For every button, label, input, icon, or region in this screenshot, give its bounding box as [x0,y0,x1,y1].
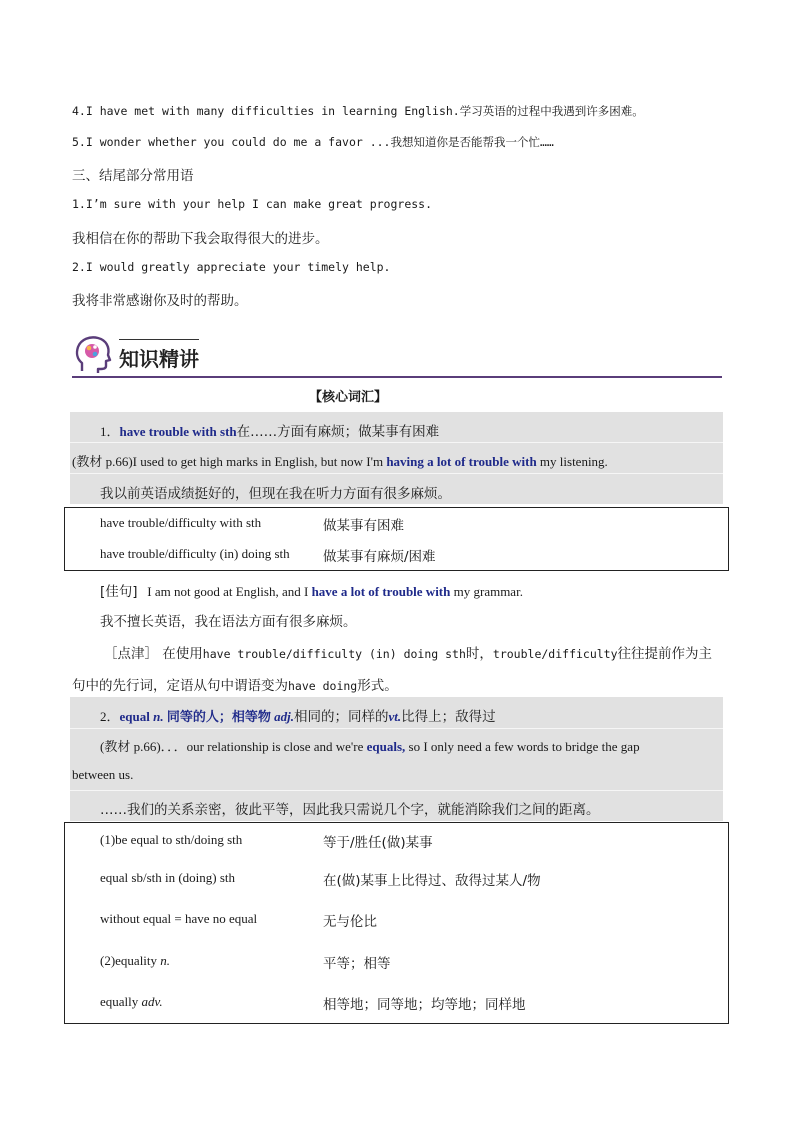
entry2-meaning-vt: 比得上；敌得过 [401,709,496,725]
entry1-term: have trouble with sth [119,424,237,439]
entry2-usage-2-en: equal sb/sth in (doing) sth [100,870,236,885]
entry2-usage-1-cn: 等于/胜任(做)某事 [323,835,433,851]
entry1-example-bold: having a lot of trouble with [386,454,537,469]
subtitle-core-vocab: 【核心词汇】 [309,390,388,405]
entry1-tip-line2 [72,674,398,694]
entry1-good-sentence-cn: 我不擅长英语，我在语法方面有很多麻烦。 [100,614,357,630]
tip-label: ［点津］ [104,646,158,662]
entry1-example-cn: 我以前英语成绩挺好的，但现在我在听力方面有很多麻烦。 [100,486,451,502]
entry1-usage-1-cn: 做某事有困难 [323,518,404,534]
entry1-usage-2-en: have trouble/difficulty (in) doing sth [100,546,290,561]
shade-separator [70,473,723,474]
head-brain-icon [74,335,112,375]
good-sentence-pre: I am not good at English, and I [147,584,312,599]
tip-text: 往往提前作为主 [617,646,713,662]
good-sentence-bold: have a lot of trouble with [311,584,451,599]
usage-word: (2)equality [100,953,158,968]
entry2-meaning-adj: 相同的；同样的 [293,709,389,725]
closing-2-en: 2.I would greatly appreciate your timely help. [72,260,391,274]
entry1-example-pre: (教材 p.66)I used to get high marks in English, but now I'm [72,454,387,469]
entry2-example-bold: equals, [366,739,406,754]
entry1-example [72,451,608,470]
heading-closing: 三、结尾部分常用语 [72,168,194,184]
usage-pos: adv. [141,994,163,1009]
entry1-number: 1． [100,424,120,439]
entry2-usage-5-cn: 相等地；同等地；均等地；同样地 [323,997,526,1013]
shade-separator [70,442,723,443]
entry2-pos-n: n. [153,709,164,724]
usage-pos: n. [160,953,171,968]
tip-code: trouble/difficulty [492,647,618,661]
section-title: 知识精讲 [119,347,199,371]
tip-code: have doing [288,679,358,693]
entry2-example [100,736,722,755]
tip-text: 形式。 [357,678,398,694]
entry2-usage-4-en [100,953,170,969]
tip-text: 句中的先行词，定语从句中谓语变为 [72,678,288,694]
entry1-tip-line1 [104,642,712,662]
entry2-usage-1-en: (1)be equal to sth/doing sth [100,832,243,847]
entry1-header [100,420,439,440]
good-sentence-label: [佳句] [100,584,138,600]
usage-word: equally [100,994,139,1009]
entry1-good-sentence [100,580,523,600]
entry1-usage-2-cn: 做某事有麻烦/困难 [323,549,436,565]
closing-1-cn: 我相信在你的帮助下我会取得很大的进步。 [72,231,329,247]
entry2-number: 2． [100,709,120,724]
tip-text: 在使用 [162,646,203,662]
closing-2-cn: 我将非常感谢你及时的帮助。 [72,293,248,309]
tip-code: have trouble/difficulty (in) doing sth [202,647,466,661]
title-overline [119,339,199,340]
sentence-4: 4.I have met with many difficulties in learning English.学习英语的过程中我遇到许多困难。 [72,104,644,118]
entry2-usage-3-en: without equal = have no equal [100,911,258,926]
entry2-usage-4-cn: 平等；相等 [323,956,391,972]
entry2-example-pre: (教材 p.66)．．．our relationship is close and we're [100,739,367,754]
good-sentence-post: my grammar. [450,584,523,599]
entry1-usage-1-en: have trouble/difficulty with sth [100,515,262,530]
closing-1-en: 1.I’m sure with your help I can make great progress. [72,197,433,211]
entry2-meaning-n: 同等的人；相等物 [166,710,271,725]
section-divider [72,376,722,378]
entry2-usage-5-en [100,994,163,1010]
entry2-header [100,705,496,725]
entry2-example-line2: between us. [72,767,134,782]
entry2-term: equal [119,709,150,724]
shade-separator [70,728,723,729]
entry2-example-post: so I only need a few words to bridge the gap [405,739,640,754]
sentence-5: 5.I wonder whether you could do me a favor ...我想知道你是否能帮我一个忙…… [72,135,554,149]
entry2-usage-3-cn: 无与伦比 [323,914,377,930]
entry1-example-post: my listening. [536,454,608,469]
entry2-pos-vt: vt. [388,709,402,724]
tip-text: 时， [465,646,493,662]
entry2-example-cn: ……我们的关系亲密，彼此平等，因此我只需说几个字，就能消除我们之间的距离。 [100,802,600,818]
shade-separator [70,790,723,791]
entry1-meaning: 在……方面有麻烦；做某事有困难 [236,424,440,440]
entry2-usage-2-cn: 在(做)某事上比得过、敌得过某人/物 [323,873,541,889]
entry2-pos-adj: adj. [274,709,294,724]
